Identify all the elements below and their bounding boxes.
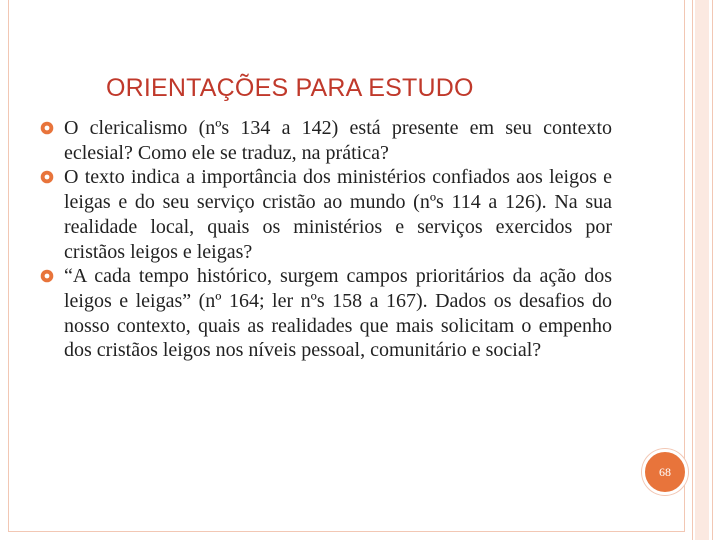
sun-bullet-icon — [40, 269, 54, 283]
slide-title: ORIENTAÇÕES PARA ESTUDO — [106, 74, 474, 102]
bullet-list — [40, 116, 612, 363]
bullet-item — [40, 165, 612, 264]
bullet-item — [40, 116, 612, 165]
bullet-text: “A cada tempo histórico, surgem campos prioritários da ação dos leigos e leigas” (nº 164; ler nºs 158 a 167). Dados os desafios do nosso contexto, quais as realidades que mais solicitam o empenho dos cristãos leigos nos níveis pessoal, comunitário e social? — [64, 265, 612, 362]
decorative-line — [692, 0, 693, 540]
bullet-item — [40, 264, 612, 363]
bullet-text: O clericalismo (nºs 134 a 142) está presente em seu contexto eclesial? Como ele se traduz, na prática? — [64, 117, 612, 164]
page-number-badge — [642, 449, 688, 495]
decorative-band — [695, 0, 709, 540]
sun-bullet-icon — [40, 170, 54, 184]
page-number: 68 — [659, 464, 671, 479]
sun-bullet-icon — [40, 121, 54, 135]
bullet-text: O texto indica a importância dos ministérios confiados aos leigos e leigas e do seu serviço cristão ao mundo (nºs 114 a 126). Na sua realidade local, quais os ministérios e serviços exercidos por cristãos leigos e leigas? — [64, 166, 612, 263]
decorative-line — [712, 0, 713, 540]
